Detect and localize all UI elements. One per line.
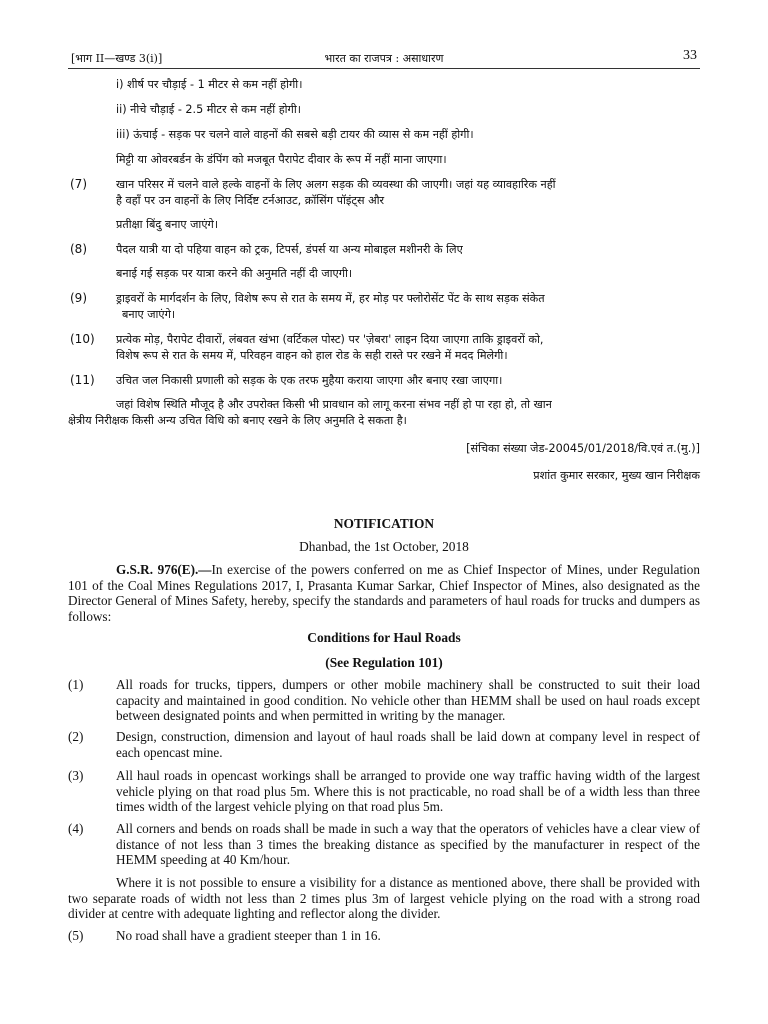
page-number: 33 (683, 48, 697, 63)
condition-item-text: All roads for trucks, tippers, dumpers or other mobile machinery shall be constructed to suit their load capacity and maintained in good condition. No vehicle other than HEMM shall be used on haul roads except between designated points and when permitted in writing by the manager. (116, 677, 700, 723)
page-header (71, 49, 697, 65)
hindi-special-line-2: क्षेत्रीय निरीक्षक किसी अन्य उचित विधि को बनाए रखने के लिए अनुमति दे सकता है। (68, 414, 407, 427)
header-gazette-title: भारत का राजपत्र : असाधारण (324, 52, 444, 65)
gsr-paragraph (68, 562, 700, 624)
hindi-item-10-line-1: प्रत्येक मोड़, पैरापेट दीवारों, लंबवत खंभा (वर्टिकल पोस्ट) पर 'ज़ेबरा' लाइन दिया जाएगा ताकि ड्राइवरों को, (116, 333, 544, 346)
hindi-line-i: i) शीर्ष पर चौड़ाई - 1 मीटर से कम नहीं होगी। (116, 78, 303, 91)
condition-item-number: (2) (68, 729, 84, 744)
condition-item-4 (68, 821, 700, 868)
hindi-item-7-line-3: प्रतीक्षा बिंदु बनाए जाएंगे। (116, 218, 219, 231)
hindi-line-soil: मिट्टी या ओवरबर्डन के डंपिंग को मजबूत पैरापेट दीवार के रूप में नहीं माना जाएगा। (116, 153, 447, 166)
see-regulation: (See Regulation 101) (325, 655, 443, 670)
condition-item-3 (68, 768, 700, 815)
hindi-item-9-number: (9) (70, 291, 87, 305)
hindi-item-8-line-2: बनाई गई सड़क पर यात्रा करने की अनुमति नहीं दी जाएगी। (116, 267, 353, 280)
hindi-item-7-number: (7) (70, 177, 87, 191)
hindi-item-8-line-1: पैदल यात्री या दो पहिया वाहन को ट्रक, टिपर्स, डंपर्स या अन्य मोबाइल मशीनरी के लिए (116, 243, 463, 256)
visibility-paragraph: Where it is not possible to ensure a visibility for a distance as mentioned above, there shall be provided with two separate roads of width not less than 2 times plus 3m of largest vehicle plying on the road with a strong road divider at centre with adequate lighting and reflector along the divider. (68, 875, 700, 921)
condition-item-number: (4) (68, 821, 84, 836)
hindi-item-10-number: (10) (70, 332, 95, 346)
condition-item-1 (68, 677, 700, 724)
hindi-item-11-line-1: उचित जल निकासी प्रणाली को सड़क के एक तरफ मुहैया कराया जाएगा और बनाए रखा जाएगा। (116, 374, 503, 387)
hindi-file-number: [संचिका संख्या जेड-20045/01/2018/वि.एवं त.(मु.)] (466, 442, 700, 455)
hindi-signatory: प्रशांत कुमार सरकार, मुख्य खान निरीक्षक (533, 469, 700, 482)
hindi-special-line-1: जहां विशेष स्थिति मौजूद है और उपरोक्त किसी भी प्रावधान को लागू करना संभव नहीं हो पा रहा हो, तो खान (116, 398, 552, 411)
hindi-item-11-number: (11) (70, 373, 95, 387)
condition-item-number: (3) (68, 768, 84, 783)
hindi-line-iii: iii) ऊंचाई - सड़क पर चलने वाले वाहनों की सबसे बड़ी टायर की व्यास से कम नहीं होगी। (116, 128, 474, 141)
hindi-item-7-line-1: खान परिसर में चलने वाले हल्के वाहनों के लिए अलग सड़क की व्यवस्था की जाएगी। जहां यह व्यावहारिक नहीं (116, 178, 556, 191)
hindi-item-9-line-2: बनाए जाएंगे। (122, 308, 176, 321)
condition-item-text: No road shall have a gradient steeper than 1 in 16. (116, 928, 381, 943)
header-section: [भाग II—खण्ड 3(i)] (71, 52, 163, 65)
hindi-item-10-line-2: विशेष रूप से रात के समय में, परिवहन वाहन को हाल रोड के सही रास्ते पर रखने में मदद मिलेगी। (116, 349, 508, 362)
condition-item-text: All haul roads in opencast workings shall be arranged to provide one way traffic having width of the largest vehicle plying on that road plus 5m. Where this is not practicable, no road shall be of a width less than three times width of the largest vehicle plying on that road plus 5m. (116, 768, 700, 814)
gsr-number: G.S.R. 976(E).— (116, 562, 212, 577)
hindi-item-7-line-2: है वहाँ पर उन वाहनों के लिए निर्दिष्ट टर्नआउट, क्रॉसिंग पॉइंट्स और (116, 194, 385, 207)
condition-item-text: All corners and bends on roads shall be made in such a way that the operators of vehicles have a clear view of distance of not less than 3 times the breaking distance as specified by the manufacturer in respect of the HEMM speeding at 40 Km/hour. (116, 821, 700, 867)
notification-place-date: Dhanbad, the 1st October, 2018 (299, 539, 469, 554)
header-rule (68, 68, 700, 69)
condition-item-2 (68, 729, 700, 760)
notification-title: NOTIFICATION (333, 516, 435, 531)
condition-item-text: Design, construction, dimension and layout of haul roads shall be laid down at company level in respect of each opencast mine. (116, 729, 700, 760)
gsr-text: In exercise of the powers conferred on me as Chief Inspector of Mines, under Regulation 101 of the Coal Mines Regulations 2017, I, Prasanta Kumar Sarkar, Chief Inspector of Mines, also designated as the Director General of Mines Safety, hereby, specify the standards and parameters of haul roads for trucks and dumpers as follows: (68, 562, 700, 624)
hindi-item-9-line-1: ड्राइवरों के मार्गदर्शन के लिए, विशेष रूप से रात के समय में, हर मोड़ पर फ्लोरोसेंट पेंट के साथ सड़क संकेत (116, 292, 545, 305)
hindi-line-ii: ii) नीचे चौड़ाई - 2.5 मीटर से कम नहीं होगी। (116, 103, 301, 116)
conditions-title: Conditions for Haul Roads (307, 630, 461, 645)
condition-item-number: (5) (68, 928, 84, 943)
hindi-item-8-number: (8) (70, 242, 87, 256)
condition-item-5 (68, 928, 700, 944)
condition-item-number: (1) (68, 677, 84, 692)
